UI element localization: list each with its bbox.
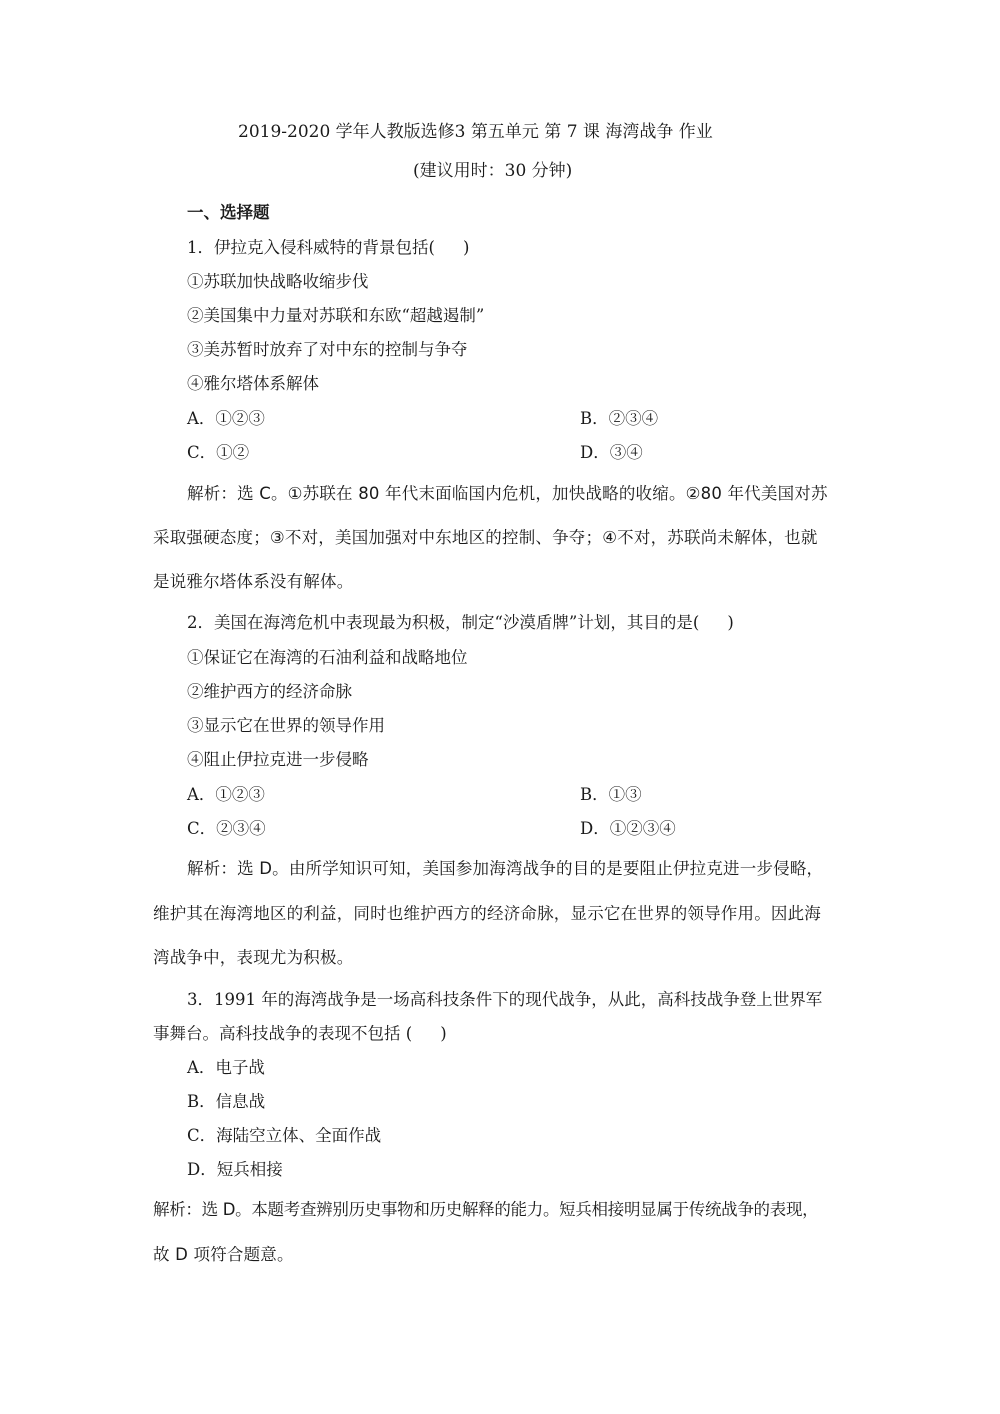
question-1-option-c: C．①② (187, 443, 250, 462)
question-3-option-c: C．海陆空立体、全面作战 (187, 1126, 382, 1145)
question-1-analysis-line-1: 解析：选 C。①苏联在 80 年代末面临国内危机，加快战略的收缩。②80 年代美国对苏 (187, 484, 828, 503)
question-3-option-d: D．短兵相接 (187, 1160, 283, 1179)
question-2-item-4: ④阻止伊拉克进一步侵略 (187, 750, 369, 769)
question-2-item-1: ①保证它在海湾的石油利益和战略地位 (187, 648, 468, 667)
question-1-item-1: ①苏联加快战略收缩步伐 (187, 272, 369, 291)
question-2-option-d: D．①②③④ (580, 819, 676, 838)
answer-blank-close: ) (462, 238, 470, 257)
question-2-item-3: ③显示它在世界的领导作用 (187, 716, 385, 735)
suggested-time: (建议用时：30 分钟) (413, 161, 573, 181)
question-2-option-b: B．①③ (580, 785, 642, 804)
question-3-analysis-line-2: 故 D 项符合题意。 (153, 1245, 294, 1264)
question-3-stem-line-2 (153, 1024, 447, 1044)
question-3-option-a: A．电子战 (187, 1058, 265, 1077)
answer-blank-close: ) (440, 1024, 447, 1043)
question-2-stem-text: 2．美国在海湾危机中表现最为积极，制定“沙漠盾牌”计划，其目的是( (187, 613, 700, 632)
question-1-stem-text: 1．伊拉克入侵科威特的背景包括( (187, 238, 435, 257)
question-1-item-4: ④雅尔塔体系解体 (187, 374, 319, 393)
document-title: 2019-2020 学年人教版选修3 第五单元 第 7 课 海湾战争 作业 (238, 122, 713, 142)
question-1-option-b: B．②③④ (580, 409, 659, 428)
question-1-stem (187, 238, 469, 258)
question-1-option-d: D．③④ (580, 443, 643, 462)
question-3-stem-line-1: 3．1991 年的海湾战争是一场高科技条件下的现代战争，从此，高科技战争登上世界军 (187, 990, 823, 1009)
question-3-stem-text: 事舞台。高科技战争的表现不包括 ( (153, 1024, 413, 1043)
question-1-analysis-line-2: 采取强硬态度；③不对，美国加强对中东地区的控制、争夺；④不对，苏联尚未解体，也就 (153, 528, 818, 547)
question-1-option-a: A．①②③ (187, 409, 265, 428)
question-3-analysis-line-1: 解析：选 D。本题考查辨别历史事物和历史解释的能力。短兵相接明显属于传统战争的表现， (153, 1200, 819, 1219)
question-2-analysis-line-1: 解析：选 D。由所学知识可知，美国参加海湾战争的目的是要阻止伊拉克进一步侵略， (187, 859, 824, 878)
question-1-item-2: ②美国集中力量对苏联和东欧“超越遏制” (187, 306, 485, 325)
question-1-analysis-line-3: 是说雅尔塔体系没有解体。 (153, 572, 354, 591)
question-3-option-b: B．信息战 (187, 1092, 266, 1111)
question-2-analysis-line-3: 湾战争中，表现尤为积极。 (153, 948, 354, 967)
section-heading: 一、选择题 (187, 203, 270, 222)
question-1-item-3: ③美苏暂时放弃了对中东的控制与争夺 (187, 340, 468, 359)
question-2-item-2: ②维护西方的经济命脉 (187, 682, 352, 701)
question-2-stem (187, 613, 734, 633)
answer-blank-close: ) (727, 613, 734, 632)
question-2-option-c: C．②③④ (187, 819, 266, 838)
question-2-analysis-line-2: 维护其在海湾地区的利益，同时也维护西方的经济命脉，显示它在世界的领导作用。因此海 (153, 904, 821, 923)
question-2-option-a: A．①②③ (187, 785, 265, 804)
